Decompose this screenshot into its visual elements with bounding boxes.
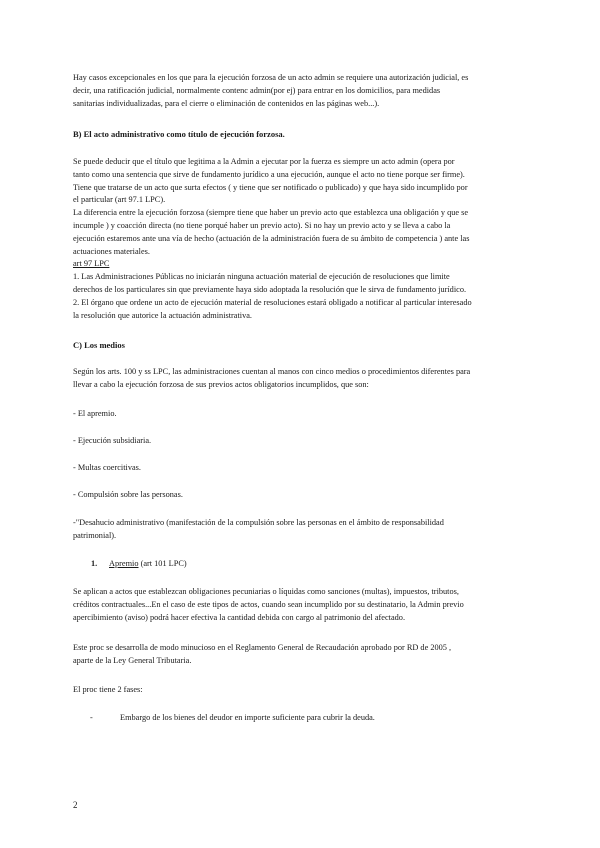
item-1-title: Apremio	[109, 559, 139, 568]
apremio-paragraph	[73, 586, 527, 624]
section-c-paragraph	[73, 366, 527, 392]
intro-line-3: sanitarias individualizadas, para el cierre o eliminación de contenidos en las páginas web...).	[73, 98, 380, 108]
fase-1-marker: -	[90, 713, 93, 722]
art97-line-4: la resolución que autorice la actuación administrativa.	[73, 310, 253, 320]
reglamento-paragraph	[73, 642, 527, 668]
item-1-number: 1.	[91, 559, 98, 568]
desahucio-paragraph	[73, 517, 527, 543]
b-line-2: tanto como una sentencia que sirve de fundamento jurídico a una ejecución, aunque el acto no tiene porque ser firme).	[73, 169, 465, 179]
b-line-4: el particular (art 97.1 LPC).	[73, 195, 166, 205]
art97-line-2: derechos de los particulares sin que previamente haya sido adoptada la resolución que le sirva de fundamento jurídico.	[73, 284, 467, 294]
c-line-2: llevar a cabo la ejecución forzosa de sus previos actos obligatorios incumplidos, que son:	[73, 379, 369, 389]
intro-line-2: decir, una ratificación judicial, normalmente contenc admin(por ej) para entrar en los domicilios, para medidas	[73, 85, 441, 95]
medio-item: - Compulsión sobre las personas.	[73, 490, 183, 499]
page-number: 2	[73, 800, 78, 810]
art97-label: art 97 LPC	[73, 259, 110, 269]
apremio-line-1: Se aplican a actos que establezcan obligaciones pecuniarias o líquidas como sanciones (multas), impuestos, tributos,	[73, 587, 459, 596]
art97-line-3: 2. El órgano que ordene un acto de ejecución material de resoluciones estará obligado a notificar al particular interesado	[73, 297, 472, 307]
desahucio-line-2: patrimonial).	[73, 530, 117, 540]
desahucio-line-1: -"Desahucio administrativo (manifestación de la compulsión sobre las personas en el ámbito de responsabilidad	[73, 518, 444, 527]
fases-intro: El proc tiene 2 fases:	[73, 685, 143, 694]
section-c-heading: C) Los medios	[73, 340, 125, 350]
item-1-ref: (art 101 LPC)	[138, 559, 187, 568]
medio-item: - Multas coercitivas.	[73, 463, 141, 472]
medio-item: - El apremio.	[73, 409, 117, 418]
apremio-line-2: créditos contractuales...En el caso de este tipos de actos, cuando sean incumplido por su destinatario, la Admin previo	[73, 599, 464, 609]
intro-paragraph	[73, 72, 527, 110]
b-line-3: Tiene que tratarse de un acto que surta efectos ( y tiene que ser notificado o publicado) y que haya sido incumplido por	[73, 182, 468, 192]
intro-line-1: Hay casos excepcionales en los que para la ejecución forzosa de un acto admin se requiere una autorización judicial, es	[73, 73, 469, 82]
fase-1-text: Embargo de los bienes del deudor en importe suficiente para cubrir la deuda.	[120, 713, 375, 722]
b-line-7: ejecución estaremos ante una vía de hecho (actuación de la administración fuera de su ámbito de competencia ) ante las	[73, 233, 470, 243]
fase-1-item	[90, 712, 520, 725]
b-line-8: actuaciones materiales.	[73, 246, 150, 256]
item-1-heading	[91, 558, 511, 571]
reglamento-line-1: Este proc se desarrolla de modo minucioso en el Reglamento General de Recaudación aprobado por RD de 2005 ,	[73, 643, 452, 652]
c-line-1: Según los arts. 100 y ss LPC, las administraciones cuentan al manos con cinco medios o procedimientos diferentes para	[73, 367, 471, 376]
art97-line-1: 1. Las Administraciones Públicas no iniciarán ninguna actuación material de ejecución de resoluciones que limite	[73, 272, 450, 282]
b-line-6: incumple ) y coacción directa (no tiene porqué haber un previo acto). Si no hay un previo acto y se lleva a cabo la	[73, 220, 451, 230]
b-line-5: La diferencia entre la ejecución forzosa (siempre tiene que haber un previo acto que establezca una obligación y que se	[73, 208, 469, 218]
b-line-1: Se puede deducir que el título que legitima a la Admin a ejecutar por la fuerza es siempre un acto admin (opera por	[73, 157, 455, 166]
medio-item: - Ejecución subsidiaria.	[73, 436, 152, 445]
section-b-paragraph	[73, 156, 527, 322]
apremio-line-3: apercibimiento (aviso) podrá hacer efectiva la cantidad debida con cargo al patrimonio del afectado.	[73, 612, 406, 622]
section-b-heading: B) El acto administrativo como título de ejecución forzosa.	[73, 129, 285, 139]
reglamento-line-2: aparte de la Ley General Tributaria.	[73, 655, 192, 665]
